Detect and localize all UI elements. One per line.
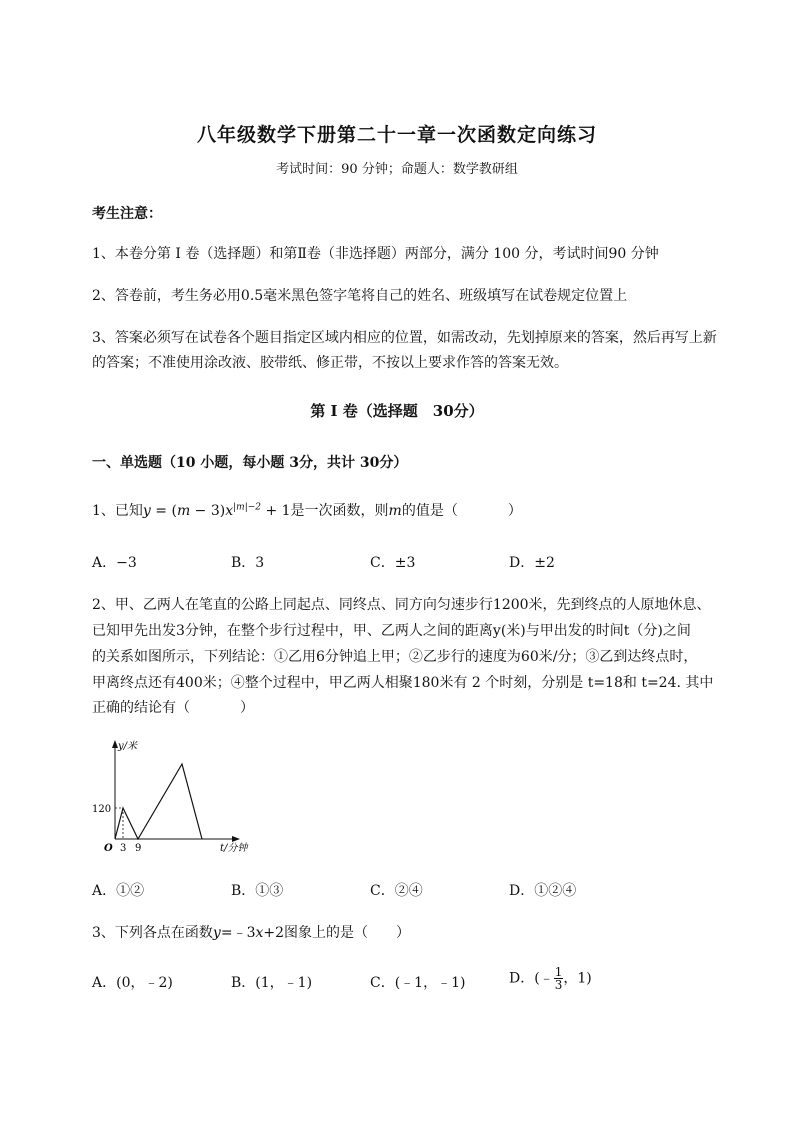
q1-option-c[interactable]: C．±3 [370,555,416,571]
graph-x-label: t/分钟 [220,843,248,854]
q1-close: ） [507,503,522,519]
q1-x: x [225,503,234,519]
q1-var-m: m [388,503,402,519]
q3-tail: +2图象上的是（ ） [263,925,411,941]
page-title: 八年级数学下册第二十一章一次函数定向练习 [196,124,597,146]
q2-close: ） [240,700,254,716]
fraction-denominator: 3 [554,978,563,992]
q3-option-d-suffix: ，1) [563,970,592,987]
q3-option-d[interactable] [509,966,592,991]
q1-suffix-b: 的值是（ [401,503,458,519]
graph-line [115,764,202,839]
graph-origin: O [104,843,113,854]
q2-line-5 [92,697,254,717]
q3-option-b[interactable]: B．(1，﹣1) [231,975,313,991]
question-3 [92,922,410,942]
q3-option-d-fraction [554,966,564,991]
exam-info: 考试时间：90 分钟；命题人：数学教研组 [276,162,518,177]
q1-prefix: 1、已知 [92,503,143,519]
q1-m: m [176,503,191,519]
notice-item-2: 2、答卷前，考生务必用0.5毫米黑色签字笔将自己的姓名、班级填写在试卷规定位置上 [92,288,628,304]
notice-item-1: 1、本卷分第 I 卷（选择题）和第Ⅱ卷（非选择题）两部分，满分 100 分，考试时间90 分钟 [92,246,659,262]
q3-y: y [212,925,221,941]
q3-option-c[interactable]: C．(﹣1，﹣1) [370,975,466,991]
q2-option-b[interactable]: B．①③ [231,883,284,899]
part-heading: 一、单选题（10 小题，每小题 3分，共计 30分） [92,455,408,471]
q2-line-2: 已知甲先出发3分钟，在整个步行过程中，甲、乙两人之间的距离y(米)与甲出发的时间t（分)之间 [92,623,691,639]
q2-option-a[interactable]: A．①② [92,883,145,899]
q1-option-d[interactable]: D．±2 [509,555,555,571]
q1-suffix-a: 是一次函数，则 [290,503,389,519]
q2-option-d[interactable]: D．①②④ [509,883,577,899]
graph-y-label: y/米 [118,741,138,752]
graph-tick-9: 9 [135,843,142,854]
notice-item-3-cont: 的答案；不准使用涂改液、胶带纸、修正带，不按以上要求作答的答案无效。 [92,355,568,371]
q1-option-b[interactable]: B．3 [231,555,265,571]
q3-rest: =﹣3 [220,925,256,941]
question-1 [92,500,522,520]
q3-option-a[interactable]: A．(0，﹣2) [92,975,173,991]
q2-line-4: 甲离终点还有400米；④整个过程中，甲乙两人相聚180米有 2 个时刻，分别是 t=18和 t=24. 其中 [92,675,714,691]
q2-line-1: 2、甲、乙两人在笔直的公路上同起点、同终点、同方向匀速步行1200米，先到终点的人原地休息、 [92,597,711,613]
q1-minus: − 3) [190,503,226,519]
q3-x: x [255,925,264,941]
notice-item-3: 3、答案必须写在试卷各个题目指定区域内相应的位置，如需改动，先划掉原来的答案，然后再写上新 [92,330,717,346]
q3-prefix: 3、下列各点在函数 [92,925,213,941]
q3-option-d-prefix: D．(﹣ [509,970,554,987]
q2-distance-time-graph [92,735,260,860]
q2-line-5-text: 正确的结论有（ [92,700,190,716]
q1-option-a[interactable]: A．−3 [92,555,137,571]
q2-option-c[interactable]: C．②④ [370,883,423,899]
graph-x-arrow [232,836,240,842]
notice-heading: 考生注意： [92,206,162,222]
graph-tick-3: 3 [120,843,127,854]
q1-y: y [142,503,151,519]
q2-line-3: 的关系如图所示，下列结论：①乙用6分钟追上甲；②乙步行的速度为60米/分；③乙到达终点时， [92,649,698,665]
section-title: 第 I 卷（选择题 30分） [310,402,484,420]
q1-plus: + 1 [261,503,291,519]
q1-eq: = ( [150,503,177,519]
graph-tick-120: 120 [92,804,112,815]
fraction-numerator: 1 [554,965,563,979]
q1-exponent: |m|−2 [233,502,261,513]
